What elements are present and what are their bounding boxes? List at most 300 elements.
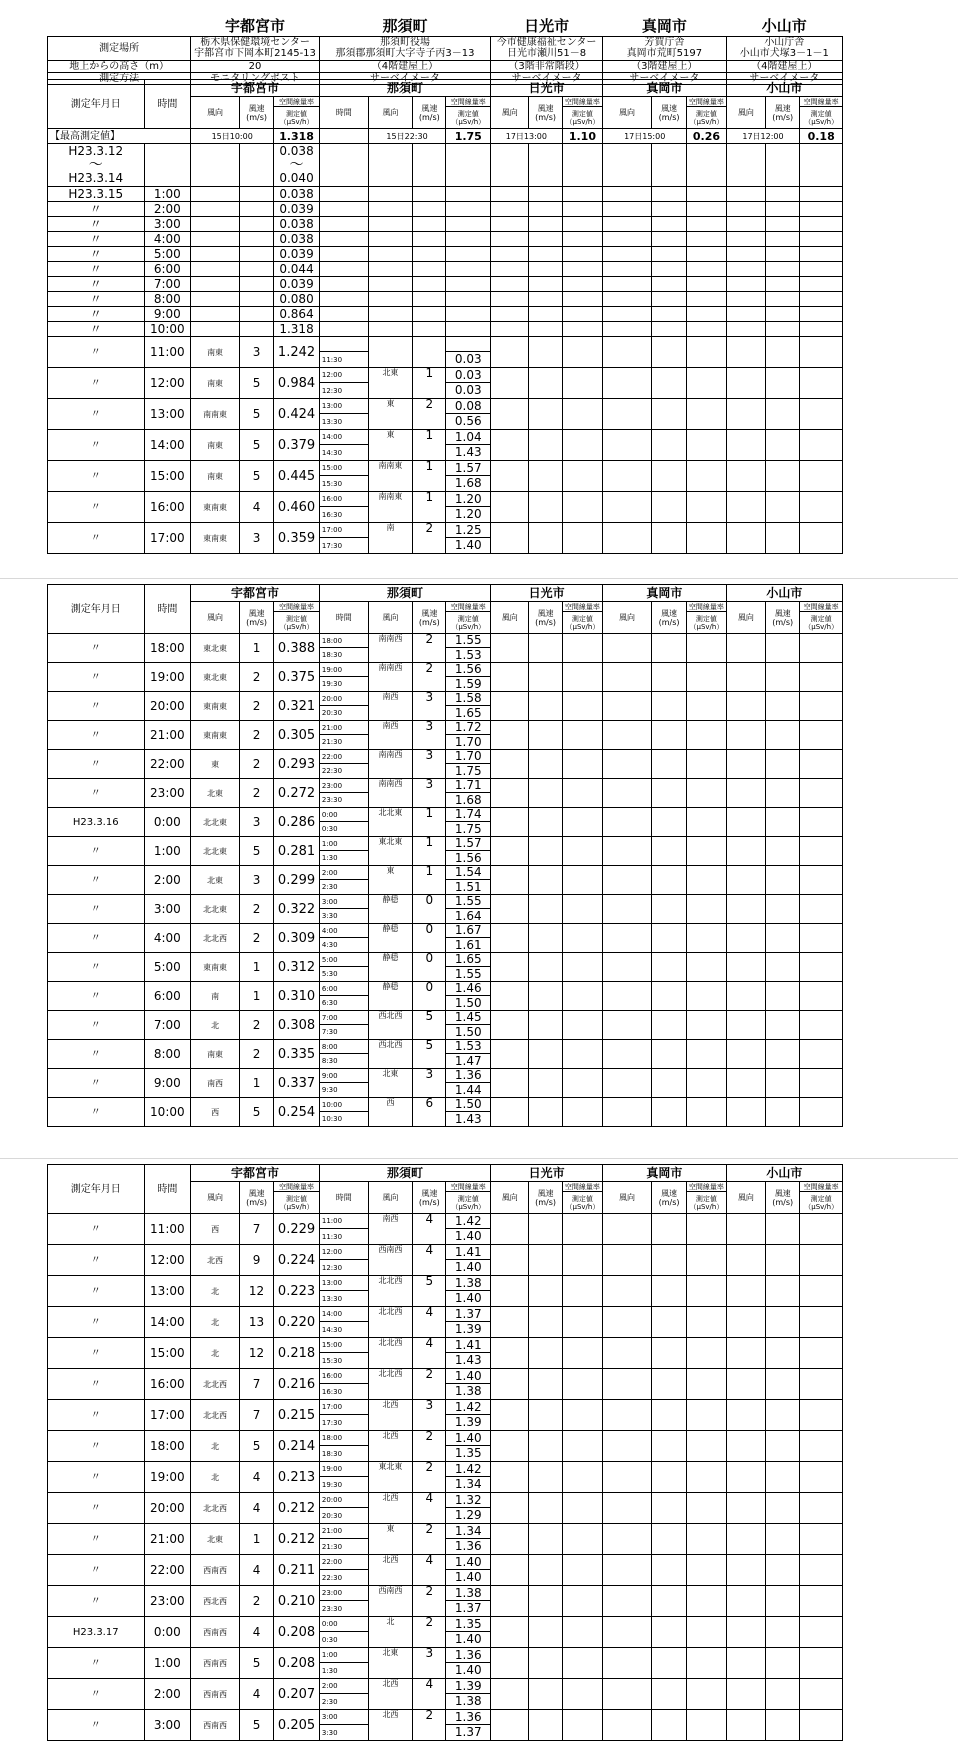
empty-cell xyxy=(687,1214,726,1245)
wind-dir-cell: 西 xyxy=(191,1214,240,1245)
date-cell: 〃 xyxy=(48,430,145,461)
wind-dir-cell: 南東 xyxy=(191,1040,240,1069)
empty-cell xyxy=(687,1400,726,1431)
nasu-wind-dir-cell: 東 xyxy=(368,866,413,895)
empty-cell xyxy=(562,232,603,247)
rate-header: 空間線量率 xyxy=(446,602,491,612)
unit-label: （μSv/h） xyxy=(804,117,839,126)
nasu-time-cell: 17:30 xyxy=(319,538,368,554)
nasu-value-cell: 1.29 xyxy=(446,1508,491,1524)
empty-cell xyxy=(603,1040,652,1069)
empty-cell xyxy=(529,895,562,924)
empty-cell xyxy=(800,262,843,277)
nasu-time-cell: 18:30 xyxy=(319,648,368,663)
wind-dir-cell: 西南西 xyxy=(191,1710,240,1741)
empty-cell xyxy=(491,202,529,217)
time-cell: 0:00 xyxy=(144,1617,191,1648)
empty-cell xyxy=(766,1679,800,1710)
nasu-value-cell: 1.56 xyxy=(446,663,491,677)
nasu-value-cell: 1.68 xyxy=(446,793,491,808)
empty-cell xyxy=(726,1431,765,1462)
city-header: 小山市 xyxy=(726,1165,842,1182)
measured-header xyxy=(446,107,491,129)
nasu-value-cell: 1.32 xyxy=(446,1493,491,1508)
wind-speed-label: 風速 xyxy=(661,608,678,618)
nasu-wind-dir-cell: 東北東 xyxy=(368,837,413,866)
date-cell: 〃 xyxy=(48,1400,145,1431)
nasu-value-cell: 1.54 xyxy=(446,866,491,880)
measured-header xyxy=(446,612,491,634)
date-cell: 〃 xyxy=(48,982,145,1011)
wind-dir-cell: 南西 xyxy=(191,1069,240,1098)
table-row xyxy=(48,1462,843,1477)
nasu-time-cell: 17:00 xyxy=(319,523,368,538)
nasu-value-cell: 1.59 xyxy=(446,677,491,692)
nasu-time-cell: 3:00 xyxy=(319,895,368,909)
empty-cell xyxy=(651,1617,686,1648)
empty-cell xyxy=(603,1276,652,1307)
nasu-value-cell: 1.38 xyxy=(446,1586,491,1601)
wind-speed-header xyxy=(239,1182,273,1214)
empty-cell xyxy=(529,307,562,322)
empty-cell xyxy=(529,1276,562,1307)
wind-dir-header: 風向 xyxy=(603,97,652,129)
empty-cell xyxy=(766,144,800,187)
nasu-wind-dir-cell: 東 xyxy=(368,1524,413,1555)
empty-cell xyxy=(529,399,562,430)
table-row xyxy=(48,277,843,292)
table-row xyxy=(48,692,843,706)
nasu-value-cell: 1.47 xyxy=(446,1054,491,1069)
wind-speed-cell: 13 xyxy=(239,1307,273,1338)
empty-cell xyxy=(651,232,686,247)
wind-speed-label: 風速 xyxy=(537,608,554,618)
empty-cell xyxy=(726,1040,765,1069)
date-cell: 〃 xyxy=(48,1307,145,1338)
empty-cell xyxy=(726,634,765,663)
empty-cell xyxy=(726,292,765,307)
nasu-time-cell: 17:00 xyxy=(319,1400,368,1415)
city-header: 小山市 xyxy=(726,585,842,602)
empty-cell xyxy=(766,634,800,663)
city-header: 宇都宮市 xyxy=(191,80,320,97)
table-row xyxy=(48,1710,843,1725)
empty-cell xyxy=(651,866,686,895)
empty-cell xyxy=(529,1369,562,1400)
nasu-time-cell: 11:00 xyxy=(319,1214,368,1229)
empty-cell xyxy=(491,1462,529,1493)
wind-dir-cell: 西南西 xyxy=(191,1679,240,1710)
nasu-time-cell: 16:00 xyxy=(319,1369,368,1384)
empty-cell xyxy=(562,692,603,721)
empty-cell xyxy=(766,292,800,307)
empty-cell xyxy=(413,307,446,322)
wind-speed-cell: 4 xyxy=(239,1462,273,1493)
time-cell: 2:00 xyxy=(144,1679,191,1710)
table-row xyxy=(48,523,843,538)
empty-cell xyxy=(800,1098,843,1127)
empty-cell xyxy=(766,1555,800,1586)
empty-cell xyxy=(491,368,529,399)
empty-cell xyxy=(562,721,603,750)
empty-cell xyxy=(491,1245,529,1276)
value-cell: 1.242 xyxy=(274,337,320,368)
empty-cell xyxy=(603,1617,652,1648)
time-cell: 23:00 xyxy=(144,1586,191,1617)
empty-cell xyxy=(651,202,686,217)
empty-cell xyxy=(651,1710,686,1741)
wind-speed-unit: (m/s) xyxy=(535,617,557,627)
wind-speed-cell: 12 xyxy=(239,1276,273,1307)
measured-label: 測定値 xyxy=(457,1194,479,1203)
height-label: 地上からの高さ（m） xyxy=(48,60,191,72)
empty-cell xyxy=(491,1214,529,1245)
wind-dir-cell: 南南東 xyxy=(191,399,240,430)
empty-cell xyxy=(562,779,603,808)
empty-cell xyxy=(687,1338,726,1369)
wind-dir-header: 風向 xyxy=(491,1182,529,1214)
empty-cell xyxy=(726,953,765,982)
value-cell: 0.208 xyxy=(274,1648,320,1679)
place-name: 那須町役場 xyxy=(379,37,430,48)
empty-cell xyxy=(800,895,843,924)
table-row xyxy=(48,1493,843,1508)
nasu-wind-speed-cell: 2 xyxy=(413,1524,446,1555)
empty-cell xyxy=(562,262,603,277)
empty-cell xyxy=(766,187,800,202)
empty-cell xyxy=(491,1524,529,1555)
date-cell: 〃 xyxy=(48,1214,145,1245)
nasu-time-cell: 3:00 xyxy=(319,1710,368,1725)
time-cell: 18:00 xyxy=(144,634,191,663)
empty-cell xyxy=(726,1307,765,1338)
empty-cell xyxy=(603,368,652,399)
nasu-wind-dir-cell: 西北西 xyxy=(368,1011,413,1040)
date-header: 測定年月日 xyxy=(48,80,145,129)
empty-cell xyxy=(651,1098,686,1127)
height-value: （3階建屋上） xyxy=(603,60,726,72)
empty-cell xyxy=(766,663,800,692)
rate-header: 空間線量率 xyxy=(800,602,843,612)
empty-cell xyxy=(651,953,686,982)
empty-cell xyxy=(687,634,726,663)
wind-dir-cell: 北 xyxy=(191,1462,240,1493)
empty-cell xyxy=(319,129,368,144)
wind-dir-header: 風向 xyxy=(603,602,652,634)
nasu-wind-dir-cell: 北東 xyxy=(368,1648,413,1679)
wind-speed-cell: 5 xyxy=(239,368,273,399)
empty-cell xyxy=(687,492,726,523)
nasu-wind-speed-cell: 1 xyxy=(413,837,446,866)
empty-cell xyxy=(726,1338,765,1369)
wind-speed-header xyxy=(413,602,446,634)
address: 那須郡那須町大字寺子丙3－13 xyxy=(335,48,475,59)
measured-header xyxy=(800,1192,843,1214)
place-row xyxy=(48,36,843,60)
date-cell: 〃 xyxy=(48,202,145,217)
empty-cell xyxy=(562,399,603,430)
time-cell: 3:00 xyxy=(144,217,191,232)
empty-cell xyxy=(413,232,446,247)
date-cell: 〃 xyxy=(48,322,145,337)
nasu-time-cell: 19:00 xyxy=(319,663,368,677)
nasu-time-cell: 5:00 xyxy=(319,953,368,967)
empty-cell xyxy=(529,1431,562,1462)
empty-cell xyxy=(766,492,800,523)
empty-cell xyxy=(562,808,603,837)
wind-dir-cell: 北 xyxy=(191,1011,240,1040)
value-cell: 0.038 xyxy=(274,187,320,202)
nasu-value-cell: 0.03 xyxy=(446,368,491,383)
nasu-wind-dir-cell: 静穏 xyxy=(368,982,413,1011)
nasu-wind-dir-cell: 北北西 xyxy=(368,1338,413,1369)
empty-cell xyxy=(603,866,652,895)
empty-cell xyxy=(687,217,726,232)
nasu-wind-dir-cell: 東 xyxy=(368,399,413,430)
value-cell: 0.038 xyxy=(274,217,320,232)
empty-cell xyxy=(191,232,240,247)
empty-cell xyxy=(651,337,686,368)
nasu-value-cell: 1.35 xyxy=(446,1446,491,1462)
empty-cell xyxy=(687,1011,726,1040)
measured-label: 測定値 xyxy=(286,109,308,118)
time-cell: 17:00 xyxy=(144,523,191,554)
unit-label: （μSv/h） xyxy=(279,622,314,631)
empty-cell xyxy=(800,187,843,202)
wind-dir-header: 風向 xyxy=(191,97,240,129)
empty-cell xyxy=(603,337,652,368)
table-row xyxy=(48,322,843,337)
nasu-time-cell: 6:30 xyxy=(319,996,368,1011)
wind-speed-cell: 9 xyxy=(239,1245,273,1276)
empty-cell xyxy=(562,1276,603,1307)
empty-cell xyxy=(562,1098,603,1127)
time-cell: 0:00 xyxy=(144,808,191,837)
nasu-time-cell: 1:00 xyxy=(319,1648,368,1663)
nasu-value-cell: 1.40 xyxy=(446,1260,491,1276)
empty-cell xyxy=(562,1369,603,1400)
height-value: （4階建屋上） xyxy=(319,60,490,72)
max-value: 0.26 xyxy=(687,129,726,144)
empty-cell xyxy=(603,1307,652,1338)
time-cell: 14:00 xyxy=(144,1307,191,1338)
empty-cell xyxy=(239,144,273,187)
value-cell: 0.310 xyxy=(274,982,320,1011)
wind-speed-label: 風速 xyxy=(537,1188,554,1198)
empty-cell xyxy=(651,1369,686,1400)
date-cell: 〃 xyxy=(48,1245,145,1276)
nasu-time-cell: 18:30 xyxy=(319,1446,368,1462)
empty-cell xyxy=(603,750,652,779)
max-time: 15日22:30 xyxy=(368,129,446,144)
empty-cell xyxy=(766,399,800,430)
time-cell: 2:00 xyxy=(144,866,191,895)
place-label: 測定場所 xyxy=(48,36,191,60)
empty-cell xyxy=(413,247,446,262)
table-row xyxy=(48,492,843,507)
nasu-value-cell: 1.53 xyxy=(446,648,491,663)
empty-cell xyxy=(529,337,562,368)
empty-cell xyxy=(726,144,765,187)
address: 真岡市荒町5197 xyxy=(626,48,703,59)
empty-cell xyxy=(529,1069,562,1098)
wind-speed-label: 風速 xyxy=(248,1188,265,1198)
nasu-value-cell: 1.65 xyxy=(446,706,491,721)
empty-cell xyxy=(687,202,726,217)
empty-cell xyxy=(491,1710,529,1741)
nasu-wind-dir-cell: 西南西 xyxy=(368,1586,413,1617)
nasu-time-cell: 15:30 xyxy=(319,476,368,492)
empty-cell xyxy=(491,634,529,663)
wind-speed-cell: 4 xyxy=(239,1679,273,1710)
empty-cell xyxy=(800,1307,843,1338)
empty-cell xyxy=(651,430,686,461)
value-cell: 0.216 xyxy=(274,1369,320,1400)
table-row xyxy=(48,663,843,677)
empty-cell xyxy=(529,779,562,808)
wind-dir-cell: 南 xyxy=(191,982,240,1011)
nasu-value-cell: 1.40 xyxy=(446,1663,491,1679)
nasu-wind-dir-cell: 北西 xyxy=(368,1431,413,1462)
max-value: 1.318 xyxy=(274,129,320,144)
empty-cell xyxy=(529,1710,562,1741)
empty-cell xyxy=(191,144,240,187)
empty-cell xyxy=(687,307,726,322)
wind-dir-cell: 北北西 xyxy=(191,1369,240,1400)
empty-cell xyxy=(603,461,652,492)
empty-cell xyxy=(800,430,843,461)
nasu-time-cell: 2:30 xyxy=(319,1694,368,1710)
city-name: 那須町 xyxy=(319,18,490,36)
table-row xyxy=(48,750,843,764)
empty-cell xyxy=(800,1493,843,1524)
empty-cell xyxy=(603,982,652,1011)
wind-speed-header xyxy=(651,602,686,634)
empty-cell xyxy=(529,232,562,247)
time-cell: 8:00 xyxy=(144,292,191,307)
empty-cell xyxy=(562,1069,603,1098)
empty-cell xyxy=(687,277,726,292)
wind-dir-cell: 北北東 xyxy=(191,895,240,924)
max-time: 15日10:00 xyxy=(191,129,274,144)
empty-cell xyxy=(368,292,413,307)
empty-cell xyxy=(800,634,843,663)
empty-cell xyxy=(319,187,368,202)
table-row xyxy=(48,1617,843,1632)
empty-cell xyxy=(687,1098,726,1127)
date-cell: H23.3.16 xyxy=(48,808,145,837)
empty-cell xyxy=(491,247,529,262)
method-value: サーベイメータ xyxy=(491,72,603,84)
wind-dir-cell: 北北西 xyxy=(191,1493,240,1524)
nasu-wind-speed-cell: 2 xyxy=(413,1431,446,1462)
date-cell: 〃 xyxy=(48,924,145,953)
wind-dir-header: 風向 xyxy=(191,602,240,634)
empty-cell xyxy=(766,322,800,337)
empty-cell xyxy=(800,368,843,399)
date-cell: 〃 xyxy=(48,1431,145,1462)
empty-cell xyxy=(726,307,765,322)
table-row xyxy=(48,1400,843,1415)
nasu-wind-speed-cell: 4 xyxy=(413,1679,446,1710)
empty-cell xyxy=(239,247,273,262)
empty-cell xyxy=(446,292,491,307)
wind-speed-unit: (m/s) xyxy=(535,1197,557,1207)
wind-speed-cell: 2 xyxy=(239,1011,273,1040)
value-cell: 0.286 xyxy=(274,808,320,837)
empty-cell xyxy=(726,217,765,232)
wind-speed-cell: 3 xyxy=(239,808,273,837)
empty-cell xyxy=(726,337,765,368)
wind-dir-cell: 西北西 xyxy=(191,1586,240,1617)
empty-cell xyxy=(766,837,800,866)
empty-cell xyxy=(529,1617,562,1648)
empty-cell xyxy=(687,1462,726,1493)
measured-header xyxy=(800,107,843,129)
empty-cell xyxy=(651,895,686,924)
wind-speed-header xyxy=(413,97,446,129)
nasu-time-cell: 1:00 xyxy=(319,837,368,851)
nasu-wind-speed-cell: 2 xyxy=(413,1586,446,1617)
table-row xyxy=(48,1586,843,1601)
nasu-value-cell: 1.37 xyxy=(446,1601,491,1617)
value-cell: 0.039 xyxy=(274,247,320,262)
empty-cell xyxy=(603,262,652,277)
empty-cell xyxy=(603,1369,652,1400)
nasu-time-cell: 18:00 xyxy=(319,1431,368,1446)
empty-cell xyxy=(651,1431,686,1462)
empty-cell xyxy=(562,523,603,554)
empty-cell xyxy=(766,982,800,1011)
empty-cell xyxy=(651,779,686,808)
nasu-time-cell: 23:30 xyxy=(319,793,368,808)
empty-cell xyxy=(191,307,240,322)
table-row xyxy=(48,721,843,735)
empty-cell xyxy=(726,837,765,866)
empty-cell xyxy=(529,322,562,337)
empty-cell xyxy=(766,307,800,322)
wind-dir-header: 風向 xyxy=(191,1182,240,1214)
time-cell: 5:00 xyxy=(144,953,191,982)
empty-cell xyxy=(726,1710,765,1741)
empty-cell xyxy=(603,634,652,663)
nasu-time-cell: 13:30 xyxy=(319,414,368,430)
empty-cell xyxy=(562,292,603,307)
rate-header: 空間線量率 xyxy=(687,1182,726,1192)
nasu-value-cell: 1.65 xyxy=(446,953,491,967)
city-header-row xyxy=(48,585,843,602)
wind-dir-cell: 東北東 xyxy=(191,663,240,692)
nasu-wind-speed-cell: 3 xyxy=(413,779,446,808)
empty-cell xyxy=(726,202,765,217)
rate-header: 空間線量率 xyxy=(274,1182,320,1192)
measured-label: 測定値 xyxy=(810,1194,832,1203)
time-header: 時間 xyxy=(144,80,191,129)
empty-cell xyxy=(491,1307,529,1338)
unit-label: （μSv/h） xyxy=(689,1202,724,1211)
nasu-wind-dir-cell: 南南西 xyxy=(368,750,413,779)
empty-cell xyxy=(368,187,413,202)
empty-cell xyxy=(726,1214,765,1245)
wind-speed-cell: 5 xyxy=(239,1431,273,1462)
method-value: サーベイメータ xyxy=(603,72,726,84)
empty-cell xyxy=(491,837,529,866)
wind-speed-cell: 2 xyxy=(239,721,273,750)
nasu-value-cell: 1.39 xyxy=(446,1679,491,1694)
nasu-time-cell: 0:30 xyxy=(319,1632,368,1648)
empty-cell xyxy=(766,1338,800,1369)
empty-cell xyxy=(413,187,446,202)
